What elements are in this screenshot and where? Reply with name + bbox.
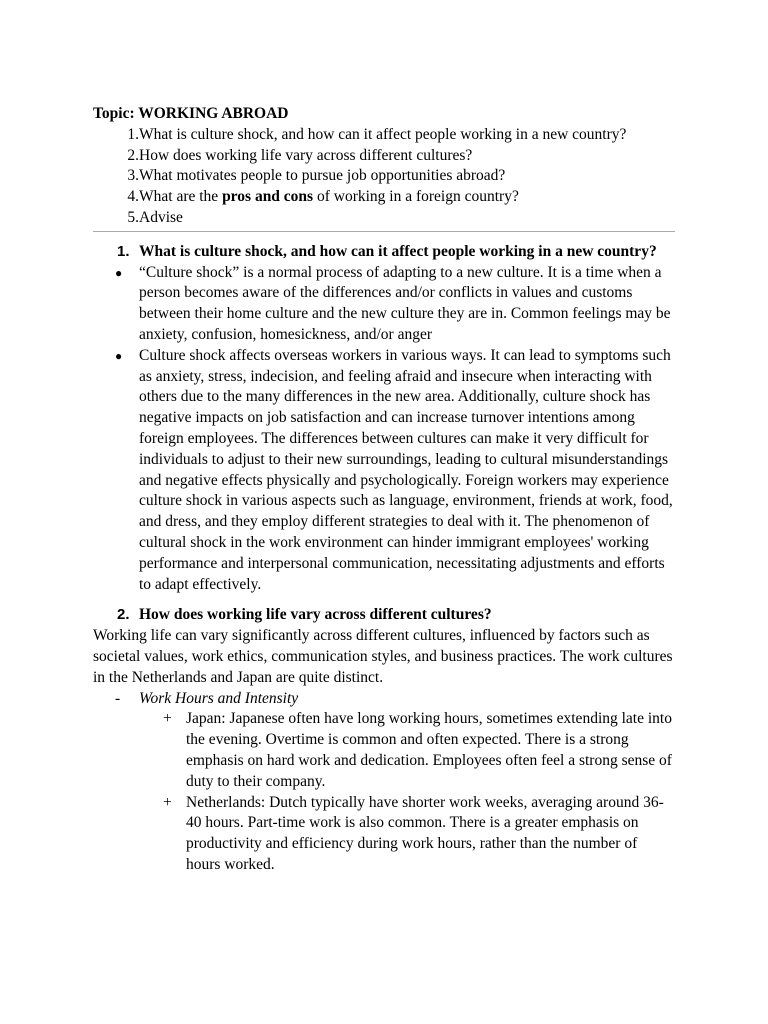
bullet-dot-icon: ● [115,265,123,280]
sub-bullet-text: Netherlands: Dutch typically have shorter work weeks, averaging around 36-40 hours. Part-time work is also common. There is a greater emphasis on productivity and efficiency during work hours, rather than the number of hours worked. [186,793,664,873]
section-title: How does working life vary across different cultures? [139,606,492,624]
sub-bullet-item [93,709,675,792]
section-number: 2. [117,606,130,624]
outline-text-pre: What are the [139,188,223,206]
section-1-heading [93,242,675,263]
spacer [93,595,675,605]
bullet-text: “Culture shock” is a normal process of adapting to a new culture. It is a time when a person becomes aware of the differences and/or conflicts in values and customs between their home culture and the new culture they are in. Common feelings may be anxiety, confusion, homesickness, and/or anger [139,263,671,343]
outline-text: What is culture shock, and how can it affect people working in a new country? [139,125,627,143]
outline-item [93,187,675,208]
subheading-text: Work Hours and Intensity [139,689,299,707]
dash-icon: - [115,689,121,707]
outline-text: What motivates people to pursue job opportunities abroad? [139,167,506,185]
bullet-dot-icon: ● [115,348,123,363]
outline-text: How does working life vary across different cultures? [139,146,473,164]
bullet-item [93,263,675,346]
outline-item [93,146,675,167]
outline-number: 5. [127,208,139,226]
bullet-text: Culture shock affects overseas workers in various ways. It can lead to symptoms such as anxiety, stress, indecision, and feeling afraid and insecure when interacting with others due to the many differences in the new area. Additionally, culture shock has negative impacts on job satisfaction and can increase turnover intentions among foreign employees. The differences between cultures can make it very difficult for individuals to adjust to their new surroundings, leading to cultural misunderstandings and negative effects physically and psychologically. Foreign workers may experience culture shock in various aspects such as language, environment, friends at work, food, and dress, and they employ different strategies to deal with it. The phenomenon of cultural shock in the work environment can hinder immigrant employees' working performance and interpersonal communication, necessitating adjustments and efforts to adapt effectively. [139,346,673,593]
subheading-item [93,689,675,710]
section-2-heading [93,605,675,626]
plus-icon: + [163,710,172,728]
plus-icon: + [163,793,172,811]
bullet-item [93,346,675,596]
outline-number: 3. [127,167,139,185]
outline-text [139,187,519,208]
outline-item [93,125,675,146]
section-title: What is culture shock, and how can it affect people working in a new country? [139,242,657,260]
section-1-bullets [93,263,675,596]
outline-number: 4. [127,188,139,206]
topic-title: Topic: WORKING ABROAD [93,105,289,122]
sub-bullet-item [93,793,675,876]
outline-list [93,125,675,229]
horizontal-divider [93,231,675,232]
outline-item [93,166,675,187]
outline-text-post: of working in a foreign country? [313,188,519,206]
outline-number: 2. [127,146,139,164]
outline-text: Advise [139,208,183,226]
outline-text-bold: pros and cons [222,188,314,206]
section-number: 1. [117,242,130,260]
outline-number: 1. [127,125,139,143]
outline-item [93,208,675,229]
sub-bullet-text: Japan: Japanese often have long working hours, sometimes extending late into the evening. Overtime is common and often expected. There is a strong emphasis on hard work and dedication. Employees often feel a strong sense of duty to their company. [186,710,672,790]
section-2-intro: Working life can vary significantly across different cultures, influenced by factors such as societal values, work ethics, communication styles, and business practices. The work cultures in the Netherlands and Japan are quite distinct. [93,627,673,686]
